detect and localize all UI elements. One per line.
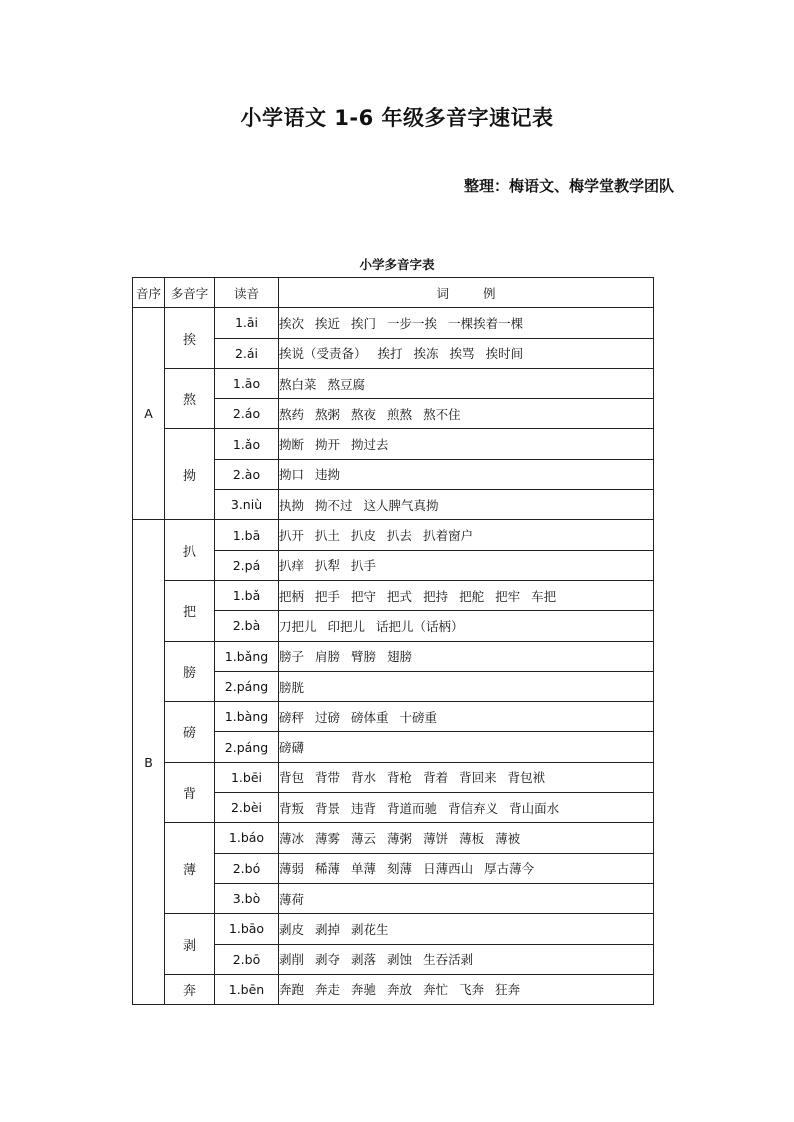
pronunciation-cell: 2.bà	[215, 611, 279, 641]
table-row	[133, 974, 654, 1004]
example-word: 磅体重	[351, 709, 389, 725]
character-cell: 拗	[165, 429, 215, 520]
pronunciation-cell: 1.bā	[215, 520, 279, 550]
example-words-cell	[279, 732, 654, 762]
example-word: 背回来	[459, 770, 497, 786]
example-words-cell	[279, 611, 654, 641]
header-words	[279, 278, 654, 308]
example-word: 膀子	[279, 649, 305, 665]
example-words-cell	[279, 520, 654, 550]
example-word: 奔驰	[351, 982, 377, 998]
example-words-cell	[279, 338, 654, 368]
character-cell: 薄	[165, 823, 215, 914]
example-word: 熬粥	[315, 406, 341, 422]
author-line: 整理：梅语文、梅学堂教学团队	[463, 177, 674, 195]
example-word: 挨近	[315, 315, 341, 331]
example-word: 薄弱	[279, 861, 305, 877]
example-words-cell	[279, 429, 654, 459]
table-row	[133, 641, 654, 671]
pronunciation-cell: 1.bàng	[215, 702, 279, 732]
pronunciation-cell: 2.ái	[215, 338, 279, 368]
example-words-cell	[279, 671, 654, 701]
pronunciation-cell: 1.bǎ	[215, 580, 279, 610]
example-word: 剥花生	[351, 921, 389, 937]
example-word: 挨时间	[485, 346, 524, 362]
table-row	[133, 520, 654, 550]
example-word: 厚古薄今	[484, 861, 535, 877]
table-row	[133, 823, 654, 853]
example-word: 扒开	[279, 528, 305, 544]
example-word: 背叛	[279, 800, 305, 816]
table-row	[133, 368, 654, 398]
table-row	[133, 762, 654, 792]
table-header-row	[133, 278, 654, 308]
example-word: 磅秤	[279, 709, 305, 725]
example-words-cell	[279, 974, 654, 1004]
example-word: 把持	[423, 588, 449, 604]
pronunciation-cell: 2.bō	[215, 944, 279, 974]
pronunciation-cell: 1.bēi	[215, 762, 279, 792]
example-word: 熬豆腐	[327, 376, 366, 392]
example-word: 翅膀	[387, 649, 413, 665]
example-word: 熬白菜	[279, 376, 317, 392]
character-cell: 磅	[165, 702, 215, 763]
example-word: 违背	[351, 800, 377, 816]
header-char: 多音字	[165, 278, 215, 308]
pronunciation-cell: 2.bèi	[215, 793, 279, 823]
pronunciation-cell: 3.niù	[215, 490, 279, 520]
example-word: 一棵挨着一棵	[448, 315, 524, 331]
table-row	[133, 702, 654, 732]
example-words-cell	[279, 399, 654, 429]
pronunciation-cell: 2.páng	[215, 732, 279, 762]
example-words-cell	[279, 793, 654, 823]
example-word: 薄粥	[387, 830, 413, 846]
example-word: 薄冰	[279, 830, 305, 846]
example-word: 刀把儿	[279, 618, 317, 634]
header-words-part2: 例	[483, 285, 496, 301]
example-words-cell	[279, 308, 654, 338]
character-cell: 膀	[165, 641, 215, 702]
letter-cell: A	[133, 308, 165, 520]
example-word: 狂奔	[495, 982, 521, 998]
example-words-cell	[279, 490, 654, 520]
example-word: 日薄西山	[423, 861, 474, 877]
example-word: 印把儿	[327, 618, 366, 634]
pronunciation-cell: 1.bāo	[215, 914, 279, 944]
table-row	[133, 580, 654, 610]
example-word: 一步一挨	[387, 315, 438, 331]
example-word: 剥落	[351, 952, 377, 968]
example-word: 背信弃义	[448, 800, 499, 816]
character-cell: 把	[165, 580, 215, 641]
example-word: 奔跑	[279, 982, 305, 998]
table-row	[133, 429, 654, 459]
example-word: 十磅重	[399, 709, 438, 725]
example-word: 薄雾	[315, 830, 341, 846]
header-words-part1: 词	[436, 285, 449, 301]
example-word: 拗过去	[351, 437, 389, 453]
example-word: 飞奔	[459, 982, 485, 998]
example-word: 执拗	[279, 497, 305, 513]
example-word: 背带	[315, 770, 341, 786]
example-word: 把守	[351, 588, 377, 604]
pronunciation-cell: 2.ào	[215, 459, 279, 489]
example-word: 薄板	[459, 830, 485, 846]
example-word: 薄被	[495, 830, 521, 846]
example-word: 扒土	[315, 528, 341, 544]
example-word: 剥削	[279, 952, 305, 968]
pronunciation-cell: 1.bēn	[215, 974, 279, 1004]
example-word: 稀薄	[315, 861, 341, 877]
table-row	[133, 308, 654, 338]
example-word: 熬夜	[351, 406, 377, 422]
example-word: 车把	[531, 588, 557, 604]
example-words-cell	[279, 914, 654, 944]
example-word: 单薄	[351, 861, 377, 877]
example-word: 磅礴	[279, 740, 305, 756]
example-word: 挨骂	[449, 346, 475, 362]
example-word: 拗断	[279, 437, 305, 453]
example-word: 扒犁	[315, 558, 341, 574]
header-pron: 读音	[215, 278, 279, 308]
polyphone-table	[132, 277, 654, 1005]
header-seq: 音序	[133, 278, 165, 308]
character-cell: 扒	[165, 520, 215, 581]
table-row	[133, 914, 654, 944]
pronunciation-cell: 1.āo	[215, 368, 279, 398]
pronunciation-cell: 2.páng	[215, 671, 279, 701]
character-cell: 熬	[165, 368, 215, 429]
pronunciation-cell: 2.áo	[215, 399, 279, 429]
example-word: 奔走	[315, 982, 341, 998]
example-word: 拗开	[315, 437, 341, 453]
example-word: 生吞活剥	[423, 952, 474, 968]
pronunciation-cell: 1.báo	[215, 823, 279, 853]
example-word: 熬药	[279, 406, 305, 422]
example-word: 挨说（受责备）	[279, 346, 367, 362]
example-word: 把柄	[279, 588, 305, 604]
example-word: 拗不过	[315, 497, 353, 513]
example-word: 扒手	[351, 558, 377, 574]
page-title: 小学语文 1-6 年级多音字速记表	[240, 106, 554, 130]
example-word: 剥夺	[315, 952, 341, 968]
example-word: 煎熬	[387, 406, 413, 422]
example-word: 薄饼	[423, 830, 449, 846]
example-word: 拗口	[279, 467, 305, 483]
example-word: 挨门	[351, 315, 377, 331]
pronunciation-cell: 1.āi	[215, 308, 279, 338]
example-word: 背景	[315, 800, 341, 816]
example-word: 扒皮	[351, 528, 377, 544]
example-words-cell	[279, 368, 654, 398]
character-cell: 背	[165, 762, 215, 823]
example-word: 把舵	[459, 588, 485, 604]
example-word: 背山面水	[509, 800, 560, 816]
pronunciation-cell: 3.bò	[215, 883, 279, 913]
example-word: 挨打	[377, 346, 403, 362]
example-word: 薄荷	[279, 891, 305, 907]
example-word: 扒去	[387, 528, 413, 544]
example-word: 背道而驰	[387, 800, 438, 816]
example-word: 臂膀	[351, 649, 377, 665]
example-word: 违拗	[315, 467, 341, 483]
table-title: 小学多音字表	[359, 257, 435, 272]
example-word: 剥蚀	[387, 952, 413, 968]
table-body	[133, 308, 654, 1005]
pronunciation-cell: 1.bǎng	[215, 641, 279, 671]
example-word: 刻薄	[387, 861, 413, 877]
example-word: 背水	[351, 770, 377, 786]
example-word: 把牢	[495, 588, 521, 604]
example-word: 背包袱	[507, 770, 546, 786]
example-word: 剥皮	[279, 921, 305, 937]
example-word: 扒着窗户	[423, 528, 474, 544]
example-word: 背包	[279, 770, 305, 786]
example-word: 扒痒	[279, 558, 305, 574]
example-word: 把手	[315, 588, 341, 604]
example-word: 背枪	[387, 770, 413, 786]
example-word: 薄云	[351, 830, 377, 846]
pronunciation-cell: 2.bó	[215, 853, 279, 883]
example-words-cell	[279, 762, 654, 792]
example-word: 挨冻	[413, 346, 439, 362]
example-words-cell	[279, 550, 654, 580]
example-word: 背着	[423, 770, 449, 786]
example-word: 过磅	[315, 709, 341, 725]
example-words-cell	[279, 641, 654, 671]
example-words-cell	[279, 702, 654, 732]
letter-cell: B	[133, 520, 165, 1005]
example-words-cell	[279, 853, 654, 883]
example-words-cell	[279, 944, 654, 974]
example-word: 肩膀	[315, 649, 341, 665]
character-cell: 剥	[165, 914, 215, 975]
example-words-cell	[279, 580, 654, 610]
example-word: 熬不住	[423, 406, 461, 422]
example-word: 剥掉	[315, 921, 341, 937]
character-cell: 奔	[165, 974, 215, 1004]
example-word: 奔忙	[423, 982, 449, 998]
pronunciation-cell: 1.ǎo	[215, 429, 279, 459]
example-word: 膀胱	[279, 679, 305, 695]
example-words-cell	[279, 459, 654, 489]
example-word: 话把儿（话柄）	[376, 618, 464, 634]
character-cell: 挨	[165, 308, 215, 369]
example-word: 奔放	[387, 982, 413, 998]
example-word: 把式	[387, 588, 413, 604]
pronunciation-cell: 2.pá	[215, 550, 279, 580]
example-word: 这人脾气真拗	[363, 497, 439, 513]
example-words-cell	[279, 823, 654, 853]
example-words-cell	[279, 883, 654, 913]
example-word: 挨次	[279, 315, 305, 331]
